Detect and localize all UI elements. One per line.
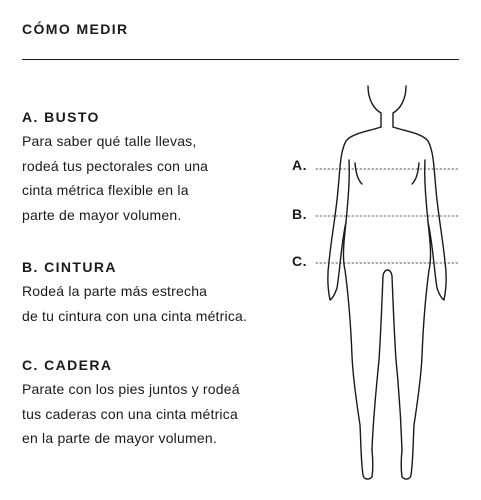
marker-a: A. xyxy=(292,157,307,173)
figure-inner-legs xyxy=(372,270,402,450)
page-title: CÓMO MEDIR xyxy=(22,21,129,37)
section-heading-busto: A. BUSTO xyxy=(22,109,100,125)
section-heading-cadera: C. CADERA xyxy=(22,357,113,373)
figure-head-outline xyxy=(368,86,381,127)
marker-c: C. xyxy=(292,253,307,269)
figure-right-arm-inner xyxy=(425,160,428,222)
figure-right-bust xyxy=(412,163,419,184)
section-text-cadera: Parate con los pies juntos y rodeá tus caderas con una cinta métrica en la parte de mayor volumen. xyxy=(22,381,240,446)
section-text-busto: Para saber qué talle llevas, rodeá tus pectorales con una cinta métrica flexible en la parte de mayor volumen. xyxy=(22,133,209,223)
figure-head-outline-right xyxy=(393,86,406,127)
figure-left-bust xyxy=(355,163,362,184)
marker-b: B. xyxy=(292,206,307,222)
section-heading-cintura: B. CINTURA xyxy=(22,259,117,275)
section-text-cintura: Rodeá la parte más estrecha de tu cintura con una cinta métrica. xyxy=(22,283,248,324)
